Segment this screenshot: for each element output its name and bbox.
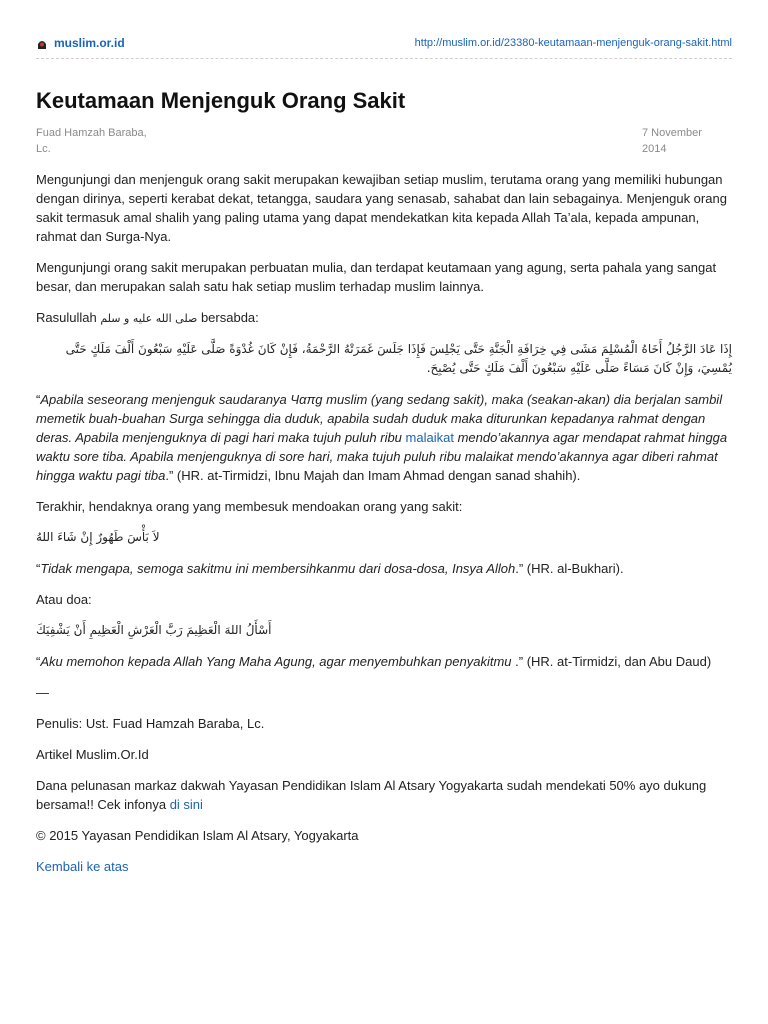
copyright: © 2015 Yayasan Pendidikan Islam Al Atsary, Yogyakarta: [36, 828, 359, 843]
brand[interactable]: [36, 36, 125, 50]
paragraph-atau-doa: Atau doa:: [36, 592, 92, 607]
dua-2-translation: [36, 652, 732, 671]
donation-notice: [36, 776, 732, 814]
article-source: Artikel Muslim.Or.Id: [36, 747, 149, 762]
quote-open: “: [36, 392, 41, 407]
author: [36, 125, 161, 157]
article-body: [36, 170, 732, 876]
dua-1-arabic: لاَ بَأْسَ طَهُورٌ إِنْ شَاءَ اللهُ: [36, 530, 160, 544]
publish-date: [642, 125, 732, 157]
paragraph-virtue: Mengunjungi orang sakit merupakan perbuatan mulia, dan terdapat keutamaan yang agung, serta pahala yang sangat besar, dan merupakan salah satu hak setiap muslim terhadap muslim lainnya.: [36, 260, 717, 294]
top-bar: [36, 30, 732, 56]
dua-1-source: .” (HR. al-Bukhari).: [515, 561, 624, 576]
hadith-source: .” (HR. at-Tirmidzi, Ibnu Majah dan Imam Ahmad dengan sanad shahih).: [165, 468, 581, 483]
quote-open: “: [36, 561, 41, 576]
quote-open: “: [36, 654, 41, 669]
back-to-top-link[interactable]: Kembali ke atas: [36, 859, 129, 874]
paragraph-closing: Terakhir, hendaknya orang yang membesuk mendoakan orang yang sakit:: [36, 499, 463, 514]
rasulullah-text: Rasulullah: [36, 310, 101, 325]
hadith-translation-part-a: Apabila seseorang menjenguk saudaranya Чαπg muslim (yang sedang sakit), maka (seakan-akan) dia berjalan sambil memetik buah-buahan Surga sehingga dia duduk, apabila sudah duduk maka diturunkan kepadanya rahmat dengan deras. Apabila menjenguknya di pagi hari maka tujuh puluh ribu: [36, 392, 723, 445]
separator-dash: —: [36, 685, 49, 700]
author-line-2: Lc.: [36, 143, 51, 155]
author-line-1: Fuad Hamzah Baraba,: [36, 127, 147, 139]
site-logo-icon: [36, 37, 48, 49]
salawat-arabic: صلى الله عليه و سلم: [100, 312, 198, 325]
bersabda-text: bersabda:: [197, 310, 259, 325]
page: [36, 30, 732, 876]
donation-link[interactable]: di sini: [169, 797, 203, 812]
site-name-link[interactable]: muslim.or.id: [54, 36, 125, 50]
dua-1-translation: [36, 559, 732, 578]
header-divider: [36, 58, 732, 59]
page-url-link[interactable]: http://muslim.or.id/23380-keutamaan-menjenguk-orang-sakit.html: [414, 37, 732, 49]
article-title: Keutamaan Menjenguk Orang Sakit: [36, 88, 406, 113]
dua-2-translation-text: Aku memohon kepada Allah Yang Maha Agung, agar menyembuhkan penyakitmu: [40, 654, 512, 669]
article-meta: [36, 125, 732, 157]
hadith-arabic: إِذَا عَادَ الرَّجُلُ أَخَاهُ الْمُسْلِمَ مَشَى فِي خِرَافَةِ الْجَنَّةِ حَتَّى يَجْلِسَ فَإِذَا جَلَسَ غَمَرَتْهُ الرَّحْمَةُ، فَإِنْ كَانَ غُدْوَةً صَلَّى عَلَيْهِ سَبْعُونَ أَلْفَ مَلَكٍ حَتَّى يُمْسِيَ، وَإِنْ كَانَ مَسَاءً صَلَّى عَلَيْهِ سَبْعُونَ أَلْفَ مَلَكٍ حَتَّى يُصْبِحَ.: [65, 342, 732, 375]
dua-2-source: .” (HR. at-Tirmidzi, dan Abu Daud): [511, 654, 712, 669]
date-line-1: 7 November: [642, 127, 702, 139]
hadith-translation: [36, 390, 732, 485]
hadith-translation-part-b: mendo’akannya agar mendapat rahmat hingga waktu sore tiba. Apabila menjenguknya di sore hari, maka tujuh puluh ribu malaikat mendo’akannya agar diberi rahmat hingga waktu pagi tiba: [36, 430, 728, 483]
malaikat-link[interactable]: malaikat: [405, 430, 454, 445]
paragraph-rasulullah: [36, 308, 732, 328]
writer-credit: Penulis: Ust. Fuad Hamzah Baraba, Lc.: [36, 716, 265, 731]
dua-2-arabic: أَسْأَلُ اللهَ الْعَظِيمَ رَبَّ الْعَرْشِ الْعَظِيمِ أَنْ يَشْفِيَكَ: [36, 623, 272, 637]
date-line-2: 2014: [642, 143, 667, 155]
paragraph-intro: Mengunjungi dan menjenguk orang sakit merupakan kewajiban setiap muslim, terutama orang yang memiliki hubungan dengan dirinya, seperti kerabat dekat, tetangga, saudara yang senasab, sahabat dan lain sebagainya. Menjenguk orang sakit termasuk amal shalih yang paling utama yang dapat mendekatkan kita kepada Allah Ta’ala, kepada ampunan, rahmat dan Surga-Nya.: [36, 172, 727, 244]
back-to-top-row: [36, 857, 732, 876]
dua-1-translation-text: Tidak mengapa, semoga sakitmu ini membersihkanmu dari dosa-dosa, Insya Alloh: [40, 561, 516, 576]
donation-text: Dana pelunasan markaz dakwah Yayasan Pendidikan Islam Al Atsary Yogyakarta sudah mendekati 50% ayo dukung bersama!! Cek infonya: [36, 778, 707, 812]
